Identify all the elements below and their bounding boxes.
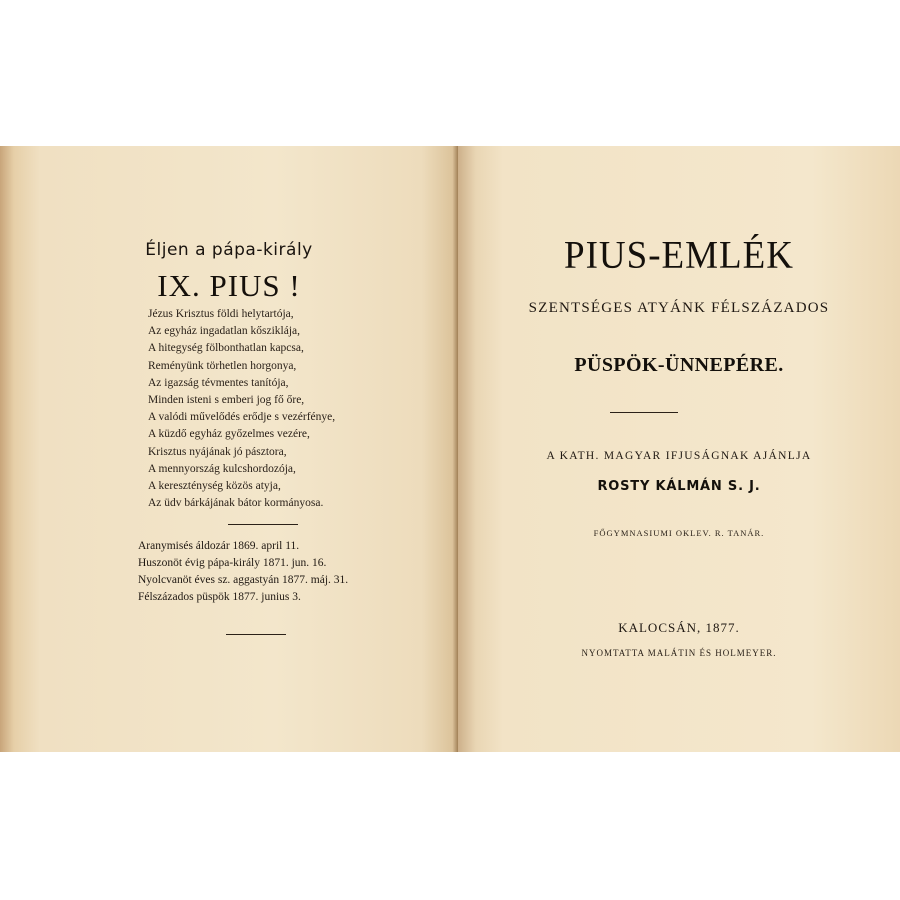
left-divider-top [228, 524, 298, 525]
open-book [0, 146, 900, 752]
poem-line: Reményünk törhetlen horgonya, [148, 359, 297, 372]
right-divider [610, 412, 678, 413]
poem-line: Minden isteni s emberi jog fő őre, [148, 394, 305, 407]
dedication: A KATH. MAGYAR IFJUSÁGNAK AJÁNLJA [546, 450, 812, 462]
place-year: KALOCSÁN, 1877. [618, 620, 740, 635]
left-page [0, 146, 458, 752]
left-title: IX. PIUS ! [157, 268, 301, 303]
poem-line: A kereszténység közös atyja, [148, 480, 281, 493]
poem-line: A mennyország kulcshordozója, [148, 462, 296, 475]
poem-line: Az igazság tévmentes tanítója, [148, 376, 289, 389]
poem-line: A valódi művelődés erődje s vezérfénye, [148, 411, 336, 424]
poem-line: A hitegység fölbonthatlan kapcsa, [148, 342, 304, 355]
poem-line: Krisztus nyájának jó pásztora, [148, 445, 287, 458]
dates-list [138, 538, 408, 606]
left-divider-bottom [226, 634, 286, 635]
book-title: PIUS-EMLÉK [564, 233, 794, 278]
poem-line: Az üdv bárkájának bátor kormányosa. [148, 497, 324, 510]
author-role: FŐGYMNASIUMI OKLEV. R. TANÁR. [593, 528, 765, 538]
poem-line: Jézus Krisztus földi helytartója, [148, 308, 294, 320]
left-heading: Éljen a pápa-király [145, 240, 313, 260]
right-page [458, 146, 900, 752]
date-line: Nyolcvanöt éves sz. aggastyán 1877. máj. 31. [138, 574, 349, 586]
printer: NYOMTATTA MALÁTIN ÉS HOLMEYER. [581, 648, 777, 658]
author: ROSTY KÁLMÁN S. J. [597, 479, 761, 494]
book-subtitle-2: PÜSPÖK-ÜNNEPÉRE. [574, 354, 784, 376]
date-line: Aranymisés áldozár 1869. april 11. [138, 540, 300, 552]
poem-line: A küzdő egyház győzelmes vezére, [148, 428, 310, 441]
poem-line: Az egyház ingadatlan kősziklája, [148, 325, 300, 338]
date-line: Félszázados püspök 1877. junius 3. [138, 591, 301, 603]
date-line: Huszonöt évig pápa-király 1871. jun. 16. [138, 557, 327, 569]
book-subtitle: SZENTSÉGES ATYÁNK FÉLSZÁZADOS [528, 300, 830, 316]
poem [148, 306, 408, 512]
